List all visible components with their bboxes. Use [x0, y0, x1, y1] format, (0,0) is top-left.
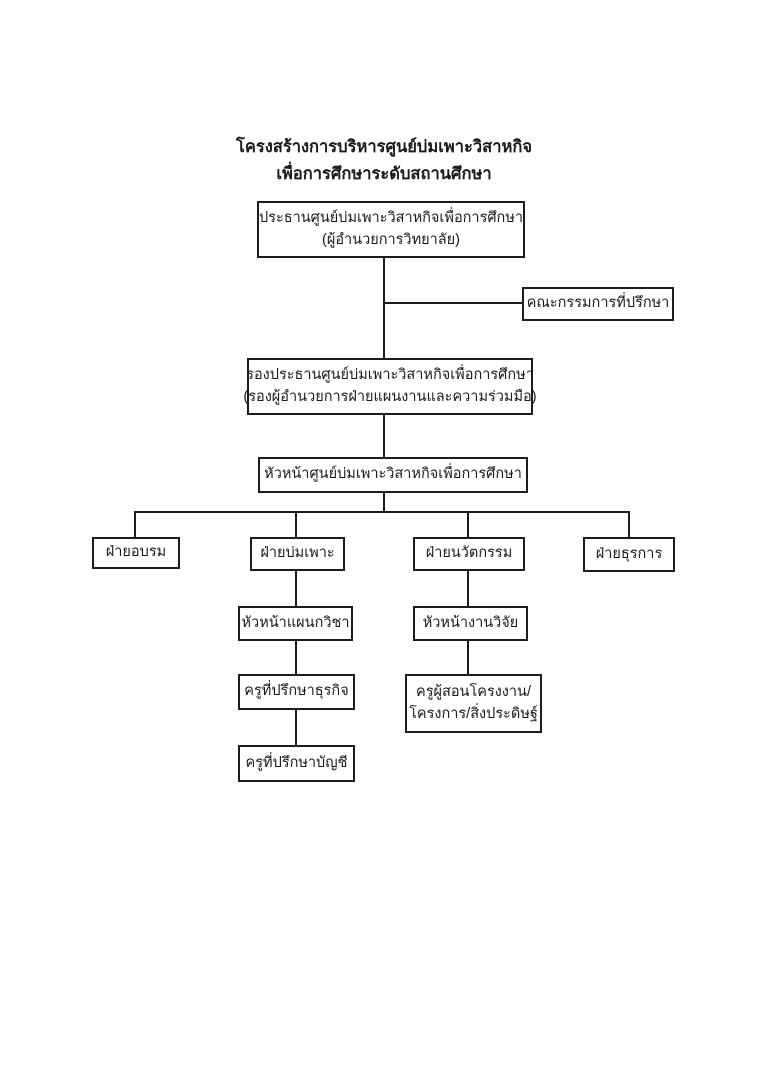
connector-research-to-project — [467, 641, 469, 674]
connector-drop-incubation — [295, 511, 297, 537]
connector-drop-innovation — [467, 511, 469, 537]
connector-incubation-to-depthead — [295, 571, 297, 606]
connector-head-to-bus — [383, 493, 385, 511]
node-admin-dept-label: ฝ่ายธุรการ — [595, 545, 663, 562]
page-title-line-1: โครงสร้างการบริหารศูนย์บ่มเพาะวิสาหกิจ — [235, 138, 533, 156]
node-advisory-committee-label: คณะกรรมการที่ปรึกษา — [526, 295, 670, 312]
node-research-head-label: หัวหน้างานวิจัย — [422, 614, 519, 631]
connector-drop-training — [134, 511, 136, 537]
connector-bus-horizontal — [134, 511, 630, 513]
node-admin-dept — [583, 537, 675, 572]
node-department-head — [238, 606, 353, 641]
node-center-head — [258, 457, 528, 493]
node-chairman-line-1: ประธานศูนย์บ่มเพาะวิสาหกิจเพื่อการศึกษา — [258, 209, 524, 226]
node-innovation-dept — [413, 537, 525, 571]
node-training-dept-label: ฝ่ายอบรม — [105, 544, 167, 561]
node-incubation-dept-label: ฝ่ายบ่มเพาะ — [260, 545, 335, 562]
node-department-head-label: หัวหน้าแผนกวิชา — [241, 614, 350, 631]
node-training-dept — [92, 537, 180, 569]
page-title-line-2: เพื่อการศึกษาระดับสถานศึกษา — [276, 165, 492, 183]
node-accounting-advisor-label: ครูที่ปรึกษาบัญชี — [245, 754, 348, 771]
node-accounting-advisor — [238, 745, 355, 782]
node-vice-chairman-line-1: รองประธานศูนย์บ่มเพาะวิสาหกิจเพื่อการศึกษา — [246, 366, 534, 383]
connector-business-to-accounting — [295, 710, 297, 745]
node-business-advisor — [238, 674, 355, 710]
node-advisory-committee — [522, 287, 674, 321]
node-vice-chairman-line-2: (รองผู้อำนวยการฝ่ายแผนงานและความร่วมมือ) — [243, 388, 537, 405]
connector-vice-to-head — [383, 415, 385, 457]
node-research-head — [413, 606, 528, 641]
page-title — [0, 134, 768, 188]
node-center-head-label: หัวหน้าศูนย์บ่มเพาะวิสาหกิจเพื่อการศึกษา — [264, 466, 522, 483]
node-innovation-dept-label: ฝ่ายนวัตกรรม — [425, 545, 513, 562]
node-chairman — [257, 201, 525, 258]
node-project-teacher-line-2: โครงการ/สิ่งประดิษฐ์ — [409, 705, 538, 722]
node-project-teacher — [405, 674, 542, 733]
node-chairman-line-2: (ผู้อำนวยการวิทยาลัย) — [322, 231, 460, 248]
node-incubation-dept — [250, 537, 345, 571]
node-vice-chairman — [243, 358, 537, 415]
node-business-advisor-label: ครูที่ปรึกษาธุรกิจ — [244, 683, 349, 700]
connector-drop-admin — [628, 511, 630, 537]
connector-depthead-to-business — [295, 641, 297, 674]
connector-chairman-to-vice — [383, 258, 385, 358]
connector-to-advisory — [384, 302, 522, 304]
connector-innovation-to-research — [467, 571, 469, 606]
node-project-teacher-line-1: ครูผู้สอนโครงงาน/ — [416, 683, 531, 700]
